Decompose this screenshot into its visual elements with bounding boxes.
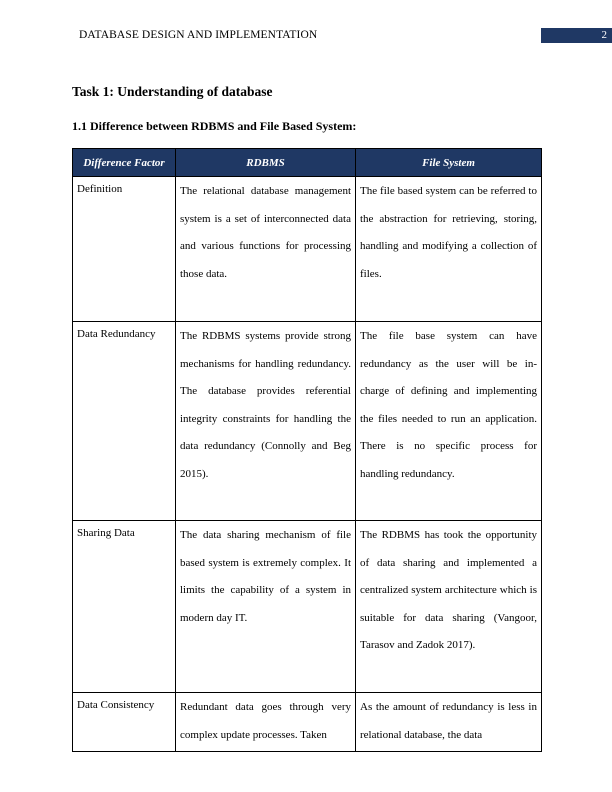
table-row [73,521,542,693]
section-heading: 1.1 Difference between RDBMS and File Based System: [72,119,357,133]
rdbms-cell: The RDBMS systems provide strong mechanisms for handling redundancy. The database provides referential integrity constraints for handling the data redundancy (Connolly and Beg 2015). [176,322,356,521]
running-header-title: DATABASE DESIGN AND IMPLEMENTATION [79,29,318,41]
task-heading: Task 1: Understanding of database [72,84,273,99]
row-factor-cell: Data Consistency [73,693,176,752]
file-system-cell: As the amount of redundancy is less in relational database, the data [356,693,542,752]
column-header-difference-factor: Difference Factor [73,149,176,177]
rdbms-cell: The relational database management system is a set of interconnected data and various functions for processing those data. [176,177,356,322]
row-factor-cell: Data Redundancy [73,322,176,521]
rdbms-cell: The data sharing mechanism of file based system is extremely complex. It limits the capability of a system in modern day IT. [176,521,356,693]
table-header-row [73,149,542,177]
table-row [73,322,542,521]
table-row [73,693,542,752]
file-system-cell: The file base system can have redundancy as the user will be in-charge of defining and implementing the files needed to run an application. There is no specific process for handling redundancy. [356,322,542,521]
column-header-rdbms: RDBMS [176,149,356,177]
rdbms-cell: Redundant data goes through very complex update processes. Taken [176,693,356,752]
comparison-table [72,148,542,752]
row-factor-cell: Sharing Data [73,521,176,693]
page-number-badge: 2 [541,28,612,43]
row-factor-cell: Definition [73,177,176,322]
file-system-cell: The RDBMS has took the opportunity of data sharing and implemented a centralized system architecture which is suitable for data sharing (Vangoor, Tarasov and Zadok 2017). [356,521,542,693]
file-system-cell: The file based system can be referred to the abstraction for retrieving, storing, handling and modifying a collection of files. [356,177,542,322]
column-header-file-system: File System [356,149,542,177]
table-row [73,177,542,322]
